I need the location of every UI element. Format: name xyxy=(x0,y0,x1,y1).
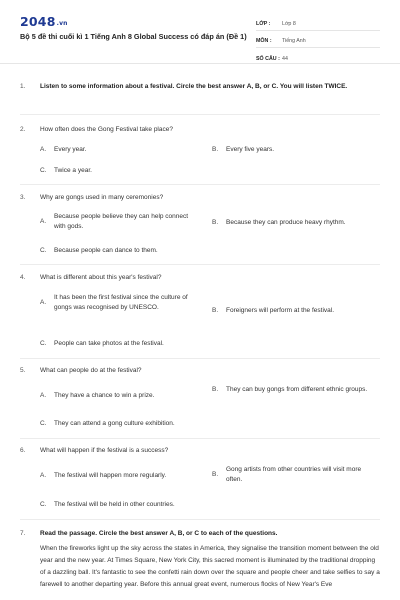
option-text: The festival will be held in other countries. xyxy=(54,501,175,508)
option-text: Because people can dance to them. xyxy=(54,247,158,254)
divider xyxy=(20,358,380,359)
divider xyxy=(20,184,380,185)
option-letter: C. xyxy=(40,167,47,174)
question-1 xyxy=(20,82,380,104)
question-number: 4. xyxy=(20,274,26,281)
option-letter: C. xyxy=(40,340,47,347)
option-b[interactable] xyxy=(212,465,380,485)
question-number: 3. xyxy=(20,194,26,201)
option-text: The festival will happen more regularly. xyxy=(54,472,167,479)
option-letter: C. xyxy=(40,247,47,254)
option-letter: B. xyxy=(212,471,219,478)
divider xyxy=(20,114,380,115)
option-c[interactable] xyxy=(40,166,205,176)
question-text: Read the passage. Circle the best answer A, B, or C to each of the questions. xyxy=(40,530,278,537)
option-letter: A. xyxy=(40,392,47,399)
site-logo[interactable] xyxy=(20,14,68,29)
question-6 xyxy=(20,446,380,456)
question-text: Listen to some information about a festival. Circle the best answer A, B, or C. You will listen TWICE. xyxy=(40,83,348,90)
document-header xyxy=(0,0,400,64)
option-letter: A. xyxy=(40,472,47,479)
meta-row-subject xyxy=(256,31,380,48)
question-number: 7. xyxy=(20,530,26,537)
option-b[interactable] xyxy=(212,306,380,316)
question-2 xyxy=(20,125,380,135)
option-text: They can attend a gong culture exhibition. xyxy=(54,420,175,427)
option-letter: B. xyxy=(212,386,219,393)
divider xyxy=(20,438,380,439)
option-a[interactable] xyxy=(40,293,205,313)
option-letter: A. xyxy=(40,218,47,225)
option-a[interactable] xyxy=(40,471,208,481)
question-4 xyxy=(20,273,380,283)
option-letter: B. xyxy=(212,307,219,314)
meta-value: Tiếng Anh xyxy=(282,38,306,44)
option-b[interactable] xyxy=(212,385,380,395)
option-a[interactable] xyxy=(40,391,205,401)
meta-row-question-count xyxy=(256,48,380,65)
option-text: Twice a year. xyxy=(54,167,92,174)
meta-label: LỚP : xyxy=(256,21,271,27)
option-letter: A. xyxy=(40,146,47,153)
option-b[interactable] xyxy=(212,145,380,155)
meta-label: MÔN : xyxy=(256,38,272,44)
reading-passage: When the fireworks light up the sky across the states in America, they signalise the transition moment between the old year and the new year. At Times Square, New York City, this sacred moment is illuminated by the traditional dropping of a dazzling ball. It's fantastic to see the confetti rain down over the square and people cheer and take selfies to say a farewell to another departing year. Before this annual great event, numerous flocks of New Year's Eve xyxy=(40,545,380,588)
option-text: They can buy gongs from different ethnic groups. xyxy=(226,386,368,393)
option-letter: C. xyxy=(40,501,47,508)
option-c[interactable] xyxy=(40,500,240,510)
divider xyxy=(20,519,380,520)
meta-value: Lớp 8 xyxy=(282,21,296,27)
divider xyxy=(20,264,380,265)
meta-label: SỐ CÂU : xyxy=(256,56,280,62)
option-text: Gong artists from other countries will visit more often. xyxy=(226,466,362,483)
question-7 xyxy=(20,529,380,539)
option-text: Because they can produce heavy rhythm. xyxy=(226,219,346,226)
option-a[interactable] xyxy=(40,212,205,232)
option-letter: B. xyxy=(212,146,219,153)
document-title: Bộ 5 đề thi cuối kì 1 Tiếng Anh 8 Global Success có đáp án (Đề 1) xyxy=(20,32,247,41)
option-letter: C. xyxy=(40,420,47,427)
logo-text: 2048 xyxy=(20,14,56,29)
question-3 xyxy=(20,193,380,203)
question-text: What can people do at the festival? xyxy=(40,367,142,374)
option-text: Every five years. xyxy=(226,146,275,153)
option-text: People can take photos at the festival. xyxy=(54,340,164,347)
meta-row-class xyxy=(256,14,380,31)
option-a[interactable] xyxy=(40,145,205,155)
option-text: They have a chance to win a prize. xyxy=(54,392,155,399)
question-number: 2. xyxy=(20,126,26,133)
question-text: How often does the Gong Festival take place? xyxy=(40,126,173,133)
option-text: Every year. xyxy=(54,146,87,153)
option-c[interactable] xyxy=(40,419,240,429)
question-text: What is different about this year's festival? xyxy=(40,274,162,281)
option-letter: A. xyxy=(40,299,47,306)
question-5 xyxy=(20,366,380,376)
meta-value: 44 xyxy=(282,56,288,62)
question-number: 1. xyxy=(20,83,26,90)
question-number: 6. xyxy=(20,447,26,454)
option-b[interactable] xyxy=(212,218,380,228)
option-text: It has been the first festival since the culture of gongs was recognised by UNESCO. xyxy=(54,294,188,311)
question-text: What will happen if the festival is a success? xyxy=(40,447,169,454)
option-text: Because people believe they can help connect with gods. xyxy=(54,213,189,230)
option-letter: B. xyxy=(212,219,219,226)
question-text: Why are gongs used in many ceremonies? xyxy=(40,194,164,201)
option-text: Foreigners will perform at the festival. xyxy=(226,307,335,314)
question-number: 5. xyxy=(20,367,26,374)
option-c[interactable] xyxy=(40,246,205,256)
meta-info xyxy=(256,14,380,65)
option-c[interactable] xyxy=(40,339,205,349)
logo-suffix: .vn xyxy=(56,20,68,27)
